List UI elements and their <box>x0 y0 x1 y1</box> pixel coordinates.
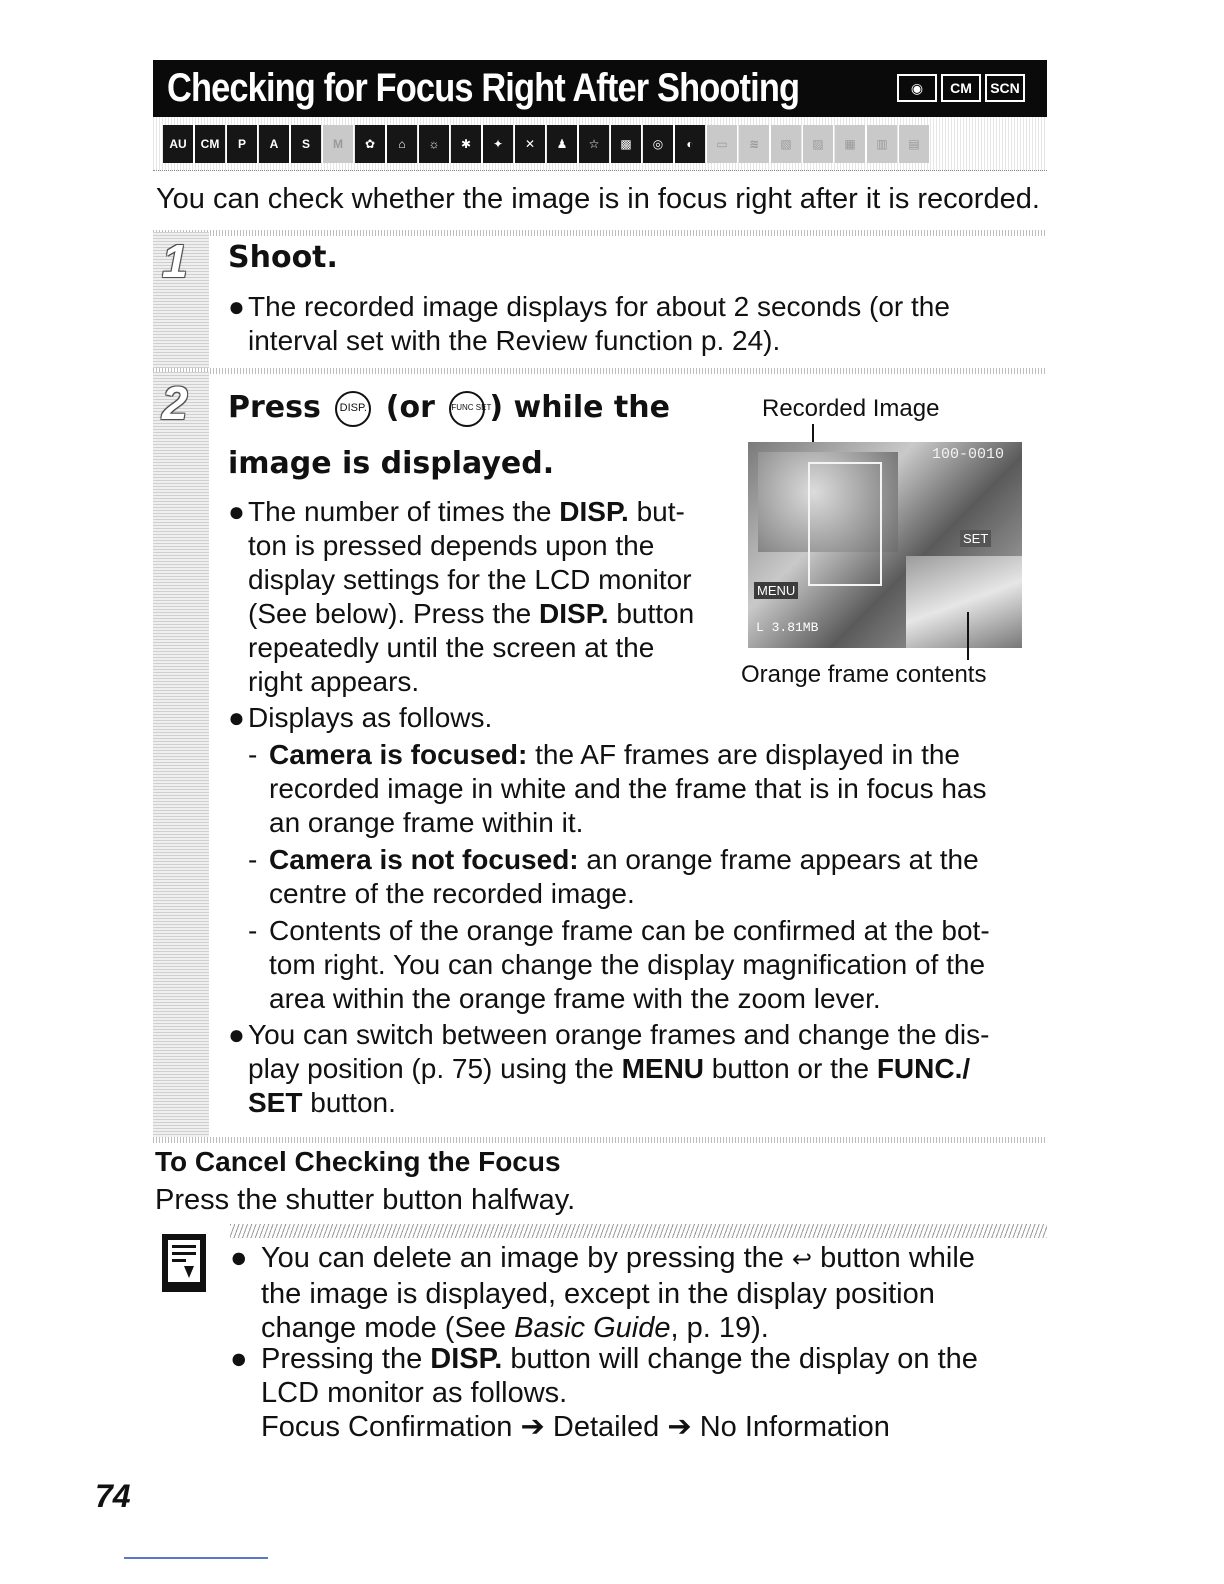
af-frame <box>808 462 882 586</box>
figure-caption-bottom: Orange frame contents <box>741 661 987 688</box>
step1-number: 1 <box>162 235 188 287</box>
mode-icon: CM <box>195 125 225 163</box>
step2-title-while: ) while the <box>489 390 670 425</box>
mode-icon: AU <box>163 125 193 163</box>
cancel-text: Press the shutter button halfway. <box>155 1184 576 1216</box>
mode-icon: ⌂ <box>387 125 417 163</box>
mode-icon: ▨ <box>803 125 833 163</box>
note-disp: ● Pressing the DISP. button will change the display on the LCD monitor as follows. Focus Confirmation ➔ Detailed ➔ No Information <box>230 1342 1030 1444</box>
mode-icon: ▥ <box>867 125 897 163</box>
mode-icon: ✿ <box>355 125 385 163</box>
display-item-not-focused: - Camera is not focused: an orange frame appears at the centre of the recorded image. <box>248 844 979 909</box>
step2-bullet1: ● The number of times the DISP. but- ton is pressed depends upon the display settings for the LCD monitor (See below). Press the DISP. button repeatedly until the screen at the right appears. <box>228 496 695 697</box>
step1-bullet-text: The recorded image displays for about 2 seconds (or the interval set with the Review function p. 24). <box>248 291 950 356</box>
step2-title-or: (or <box>385 390 435 425</box>
display-item-orange-frame: - Contents of the orange frame can be confirmed at the bot- tom right. You can change the display magnification of the area within the orange frame with the zoom lever. <box>248 915 990 1014</box>
mode-icon: ◐ <box>675 125 705 163</box>
notes-divider <box>230 1224 1047 1238</box>
shooting-mode-icons <box>153 117 1047 171</box>
step2-title-press: Press <box>228 390 321 425</box>
mode-icon: M <box>323 125 353 163</box>
mode-icon: ▧ <box>771 125 801 163</box>
mode-icon: P <box>227 125 257 163</box>
scene-mode-icon: SCN <box>985 74 1025 102</box>
memo-icon <box>160 1232 208 1294</box>
footer-rule <box>124 1557 268 1559</box>
title-mode-icons <box>897 74 1025 102</box>
caption-leader-bottom <box>967 612 969 660</box>
camera-manual-icon: CM <box>941 74 981 102</box>
step1-divider <box>153 230 1047 236</box>
step1-title: Shoot. <box>228 240 338 275</box>
mode-icon: ▦ <box>835 125 865 163</box>
step2-title-line2: image is displayed. <box>228 446 555 481</box>
mode-icon: S <box>291 125 321 163</box>
step1-bullet: ● The recorded image displays for about 2 seconds (or the interval set with the Review function p. 24). <box>228 290 1018 358</box>
mode-icon: ▤ <box>899 125 929 163</box>
mode-icon: ▭ <box>707 125 737 163</box>
page-number: 74 <box>95 1478 131 1514</box>
step2-title-line1 <box>228 390 670 427</box>
lcd-screen-image <box>748 442 1022 648</box>
file-size: L 3.81MB <box>756 620 819 635</box>
mode-icon: ☆ <box>579 125 609 163</box>
orange-frame-zoom-view <box>906 556 1022 648</box>
mode-icon: ✦ <box>483 125 513 163</box>
disp-button-icon: DISP. <box>335 391 371 427</box>
mode-icon: ◎ <box>643 125 673 163</box>
file-number: 100-0010 <box>932 446 1005 463</box>
step2-bullet3: ● You can switch between orange frames and change the dis- play position (p. 75) using the MENU button or the FUNC./ SET button. <box>228 1019 990 1118</box>
display-flow: Focus Confirmation ➔ Detailed ➔ No Information <box>261 1411 890 1443</box>
mode-icon: ✱ <box>451 125 481 163</box>
step2-bottom-divider <box>153 1137 1047 1143</box>
note-delete: ● You can delete an image by pressing the ↩ button while the image is displayed, except in the display position change mode (See Basic Guide, p. 19). <box>230 1242 975 1344</box>
step2-number: 2 <box>162 377 188 429</box>
trash-icon: ↩ <box>791 1246 813 1273</box>
menu-indicator: MENU <box>754 582 798 599</box>
arrow-right-icon: ➔ <box>667 1411 692 1443</box>
mode-icon: ✕ <box>515 125 545 163</box>
step2-divider <box>153 368 1047 374</box>
mode-icon: ♟ <box>547 125 577 163</box>
camera-auto-icon: ◉ <box>897 74 937 102</box>
section-title: Checking for Focus Right After Shooting <box>167 66 800 110</box>
arrow-right-icon: ➔ <box>520 1411 545 1443</box>
intro-text: You can check whether the image is in focus right after it is recorded. <box>156 183 1040 215</box>
step2-bullet2: ● Displays as follows. <box>228 702 493 733</box>
mode-icon: ☼ <box>419 125 449 163</box>
cancel-heading: To Cancel Checking the Focus <box>155 1146 561 1177</box>
section-title-bar <box>153 60 1047 117</box>
display-item-focused: - Camera is focused: the AF frames are displayed in the recorded image in white and the frame that is in focus has an orange frame within it. <box>248 739 987 838</box>
mode-icon: ≋ <box>739 125 769 163</box>
mode-icon: ▩ <box>611 125 641 163</box>
figure-caption-top: Recorded Image <box>762 395 940 422</box>
func-set-button-icon: FUNC SET <box>449 391 485 427</box>
mode-icon: A <box>259 125 289 163</box>
set-indicator: SET <box>960 530 991 547</box>
step2-marker <box>153 372 209 1138</box>
